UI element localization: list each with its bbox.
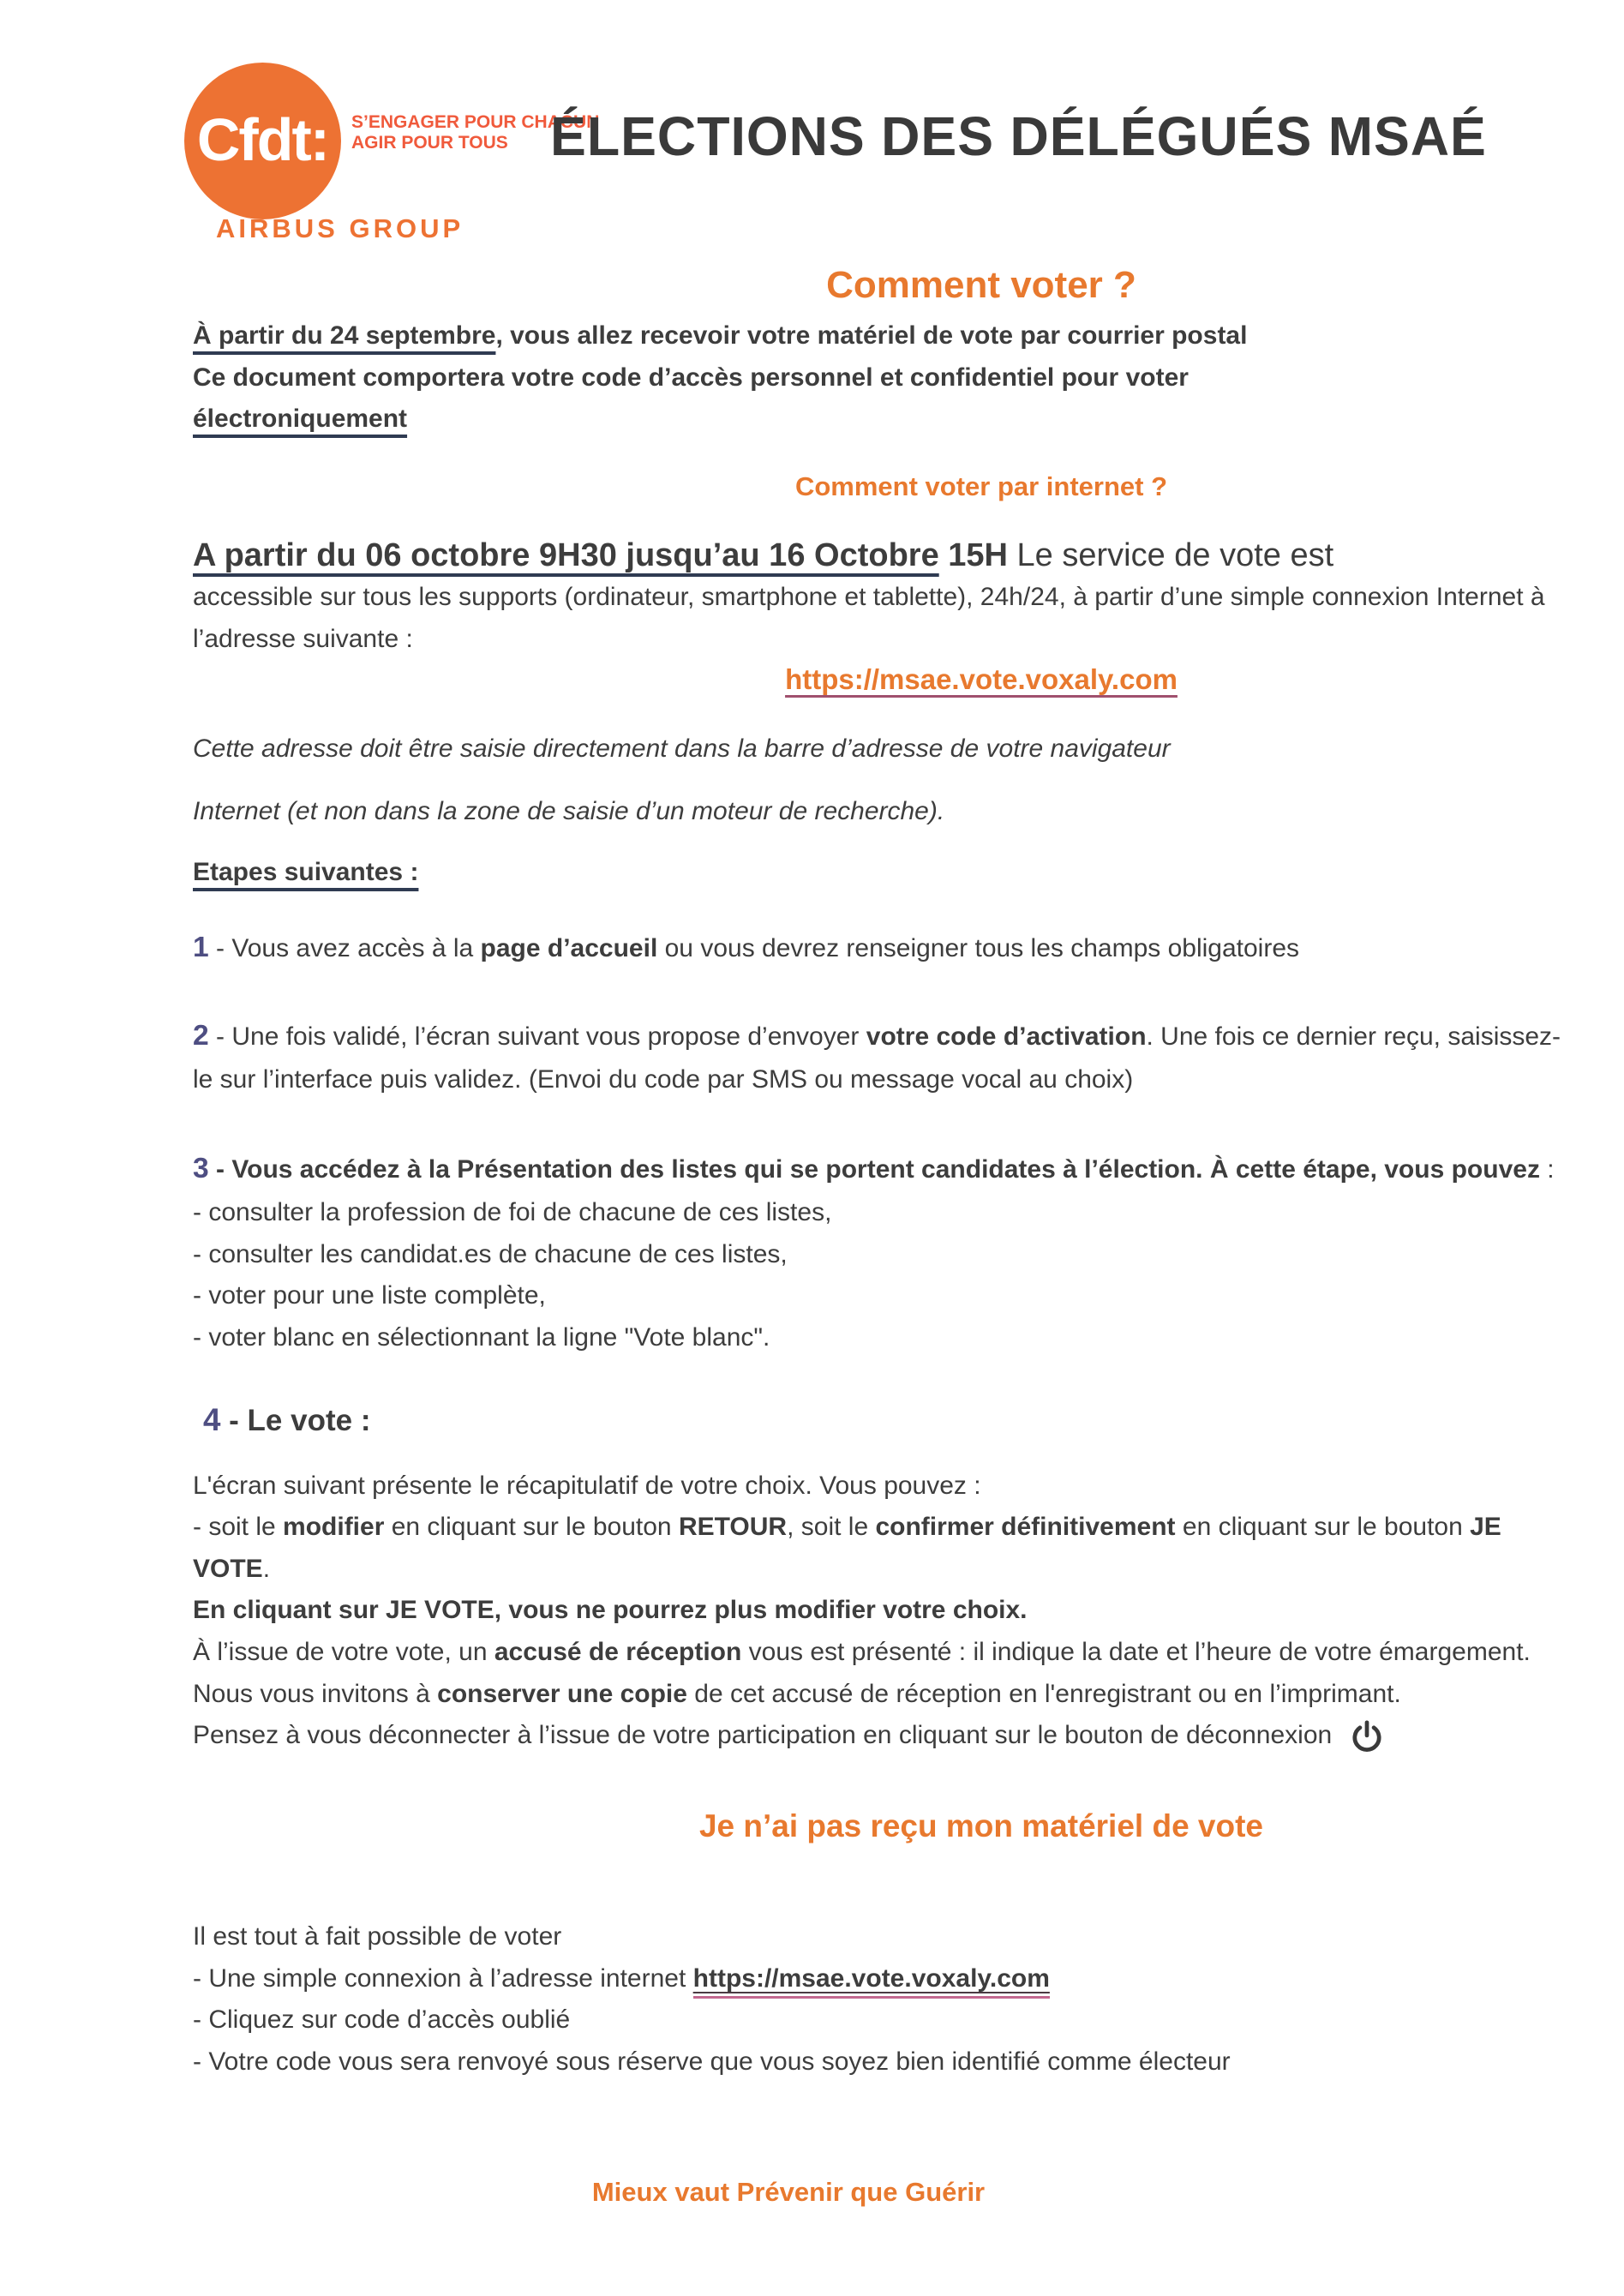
material-line-2 [193, 1958, 1577, 2000]
tagline-line-2: AGIR POUR TOUS [351, 132, 508, 153]
material-section [193, 1916, 1577, 2083]
text-run-bold: accusé de réception [494, 1637, 742, 1666]
text-run: - Une simple connexion à l’adresse internet [193, 1963, 693, 1993]
vote-details [193, 1466, 1577, 1758]
material-line-3: - Cliquez sur code d’accès oublié [193, 2005, 571, 2035]
text-run-bold: RETOUR [678, 1513, 788, 1542]
text-run: , vous allez recevoir votre matériel de vote par courrier postal [495, 321, 1248, 350]
text-run-bold: - Vous accédez à la Présentation des listes qui se portent candidates à l’élection. À cette étape, vous pouvez [208, 1154, 1540, 1184]
text-run-bold: modifier [283, 1513, 385, 1542]
step-3-option-3: - voter pour une liste complète, [193, 1281, 546, 1310]
text-run-underlined: A partir du 06 octobre 9H30 jusqu’au 16 Octobre [193, 537, 939, 573]
address-note-line-2: Internet (et non dans la zone de saisie d’un moteur de recherche). [193, 796, 945, 825]
vote-details-line-5 [193, 1674, 1577, 1716]
vote-url-line [193, 663, 1624, 696]
text-run: de cet accusé de réception en l'enregistrant ou en l’imprimant. [686, 1679, 1401, 1708]
step-2 [193, 1013, 1577, 1101]
text-run-bold: JE VOTE [193, 1513, 1501, 1583]
text-run-underlined: À partir du 24 septembre [193, 321, 496, 350]
text-run: . Une fois ce dernier reçu, saisissez-le sur l’interface puis validez. (Envoi du code par SMS ou message vocal au choix) [193, 1022, 1561, 1094]
cfdt-logo-text: Cfdt: [196, 105, 329, 173]
cfdt-logo [184, 63, 341, 219]
text-run: , soit le [787, 1513, 876, 1542]
vote-details-line-1: L'écran suivant présente le récapitulatif de votre choix. Vous pouvez : [193, 1471, 981, 1500]
vote-details-line-6 [193, 1715, 1577, 1757]
text-run-underlined: électroniquement [193, 405, 408, 434]
vote-details-warning: En cliquant sur JE VOTE, vous ne pourrez plus modifier votre choix. [193, 1596, 1028, 1625]
step-3 [193, 1146, 1577, 1192]
text-run: ou vous devrez renseigner tous les champs obligatoires [657, 934, 1300, 963]
airbus-group-label: AIRBUS GROUP [216, 213, 464, 243]
page-title: ÉLECTIONS DES DÉLÉGUÉS MSAÉ [550, 105, 1487, 167]
step-3-option-2: - consulter les candidat.es de chacune de ces listes, [193, 1239, 788, 1268]
text-run-bold: - Le vote : [220, 1403, 371, 1437]
step-4-heading [193, 1402, 1577, 1438]
address-note-line-1: Cette adresse doit être saisie directement dans la barre d’adresse de votre navigateur [193, 734, 1171, 764]
text-run: en cliquant sur le bouton [1175, 1513, 1471, 1542]
text-run: - soit le [193, 1513, 284, 1542]
vote-details-line-2 [193, 1507, 1577, 1590]
step-3-options [193, 1192, 1577, 1358]
power-icon [1349, 1718, 1385, 1757]
vote-url-underline [693, 1964, 1050, 1999]
heading-comment-voter: Comment voter ? [826, 264, 1136, 306]
step-1-number: 1 [193, 932, 209, 964]
material-line-1: Il est tout à fait possible de voter [193, 1922, 562, 1951]
footer-slogan: Mieux vaut Prévenir que Guérir [591, 2177, 986, 2207]
vote-url-link[interactable]: https://msae.vote.voxaly.com [785, 663, 1178, 696]
document-body [0, 264, 1624, 2083]
step-3-option-1: - consulter la profession de foi de chacune de ces listes, [193, 1198, 832, 1227]
text-run-bold: votre code d’activation [866, 1022, 1147, 1051]
material-line-4: - Votre code vous sera renvoyé sous réserve que vous soyez bien identifié comme électeur [193, 2047, 1231, 2076]
voting-period-heading [193, 535, 1577, 577]
step-2-number: 2 [193, 1019, 209, 1052]
step-4-number: 4 [203, 1401, 221, 1437]
steps-label: Etapes suivantes : [193, 858, 419, 887]
step-3-number: 3 [193, 1152, 209, 1184]
text-run: . [262, 1554, 271, 1583]
text-run: vous est présenté : il indique la date et l’heure de votre émargement. [741, 1637, 1531, 1666]
voting-period-body: accessible sur tous les supports (ordinateur, smartphone et tablette), 24h/24, à partir d’une simple connexion Internet à l’adresse suivante : [193, 583, 1545, 653]
step-1 [193, 925, 1577, 971]
text-run: Nous vous invitons à [193, 1679, 438, 1708]
vote-details-line-4 [193, 1632, 1577, 1674]
text-run-bold: confirmer définitivement [875, 1513, 1176, 1542]
text-run: - Vous avez accès à la [208, 934, 481, 963]
intro-paragraph-1 [193, 315, 1577, 357]
text-run-bold: page d’accueil [480, 934, 658, 963]
intro-paragraph-2 [193, 357, 1577, 441]
header [0, 0, 1624, 250]
text-run: : [1539, 1154, 1555, 1184]
text-run: Pensez à vous déconnecter à l’issue de votre participation en cliquant sur le bouton de déconnexion [193, 1721, 1333, 1750]
vote-url-link-2[interactable]: https://msae.vote.voxaly.com [692, 1963, 1050, 1993]
text-run: À l’issue de votre vote, un [193, 1637, 494, 1666]
text-run: Le service de vote est [1007, 537, 1334, 573]
text-run-bold: conserver une copie [437, 1679, 687, 1708]
heading-material-not-received: Je n’ai pas reçu mon matériel de vote [698, 1808, 1264, 1844]
heading-comment-voter-internet: Comment voter par internet ? [794, 471, 1168, 501]
text-run-bold: 15H [938, 537, 1008, 573]
text-run: - Une fois validé, l’écran suivant vous propose d’envoyer [208, 1022, 866, 1051]
tagline-line-1: S’ENGAGER POUR CHACUN [351, 112, 600, 132]
text-run: Ce document comportera votre code d’accès personnel et confidentiel pour voter [193, 363, 1189, 392]
step-3-option-4: - voter blanc en sélectionnant la ligne "Vote blanc". [193, 1323, 770, 1352]
text-run: en cliquant sur le bouton [384, 1513, 679, 1542]
